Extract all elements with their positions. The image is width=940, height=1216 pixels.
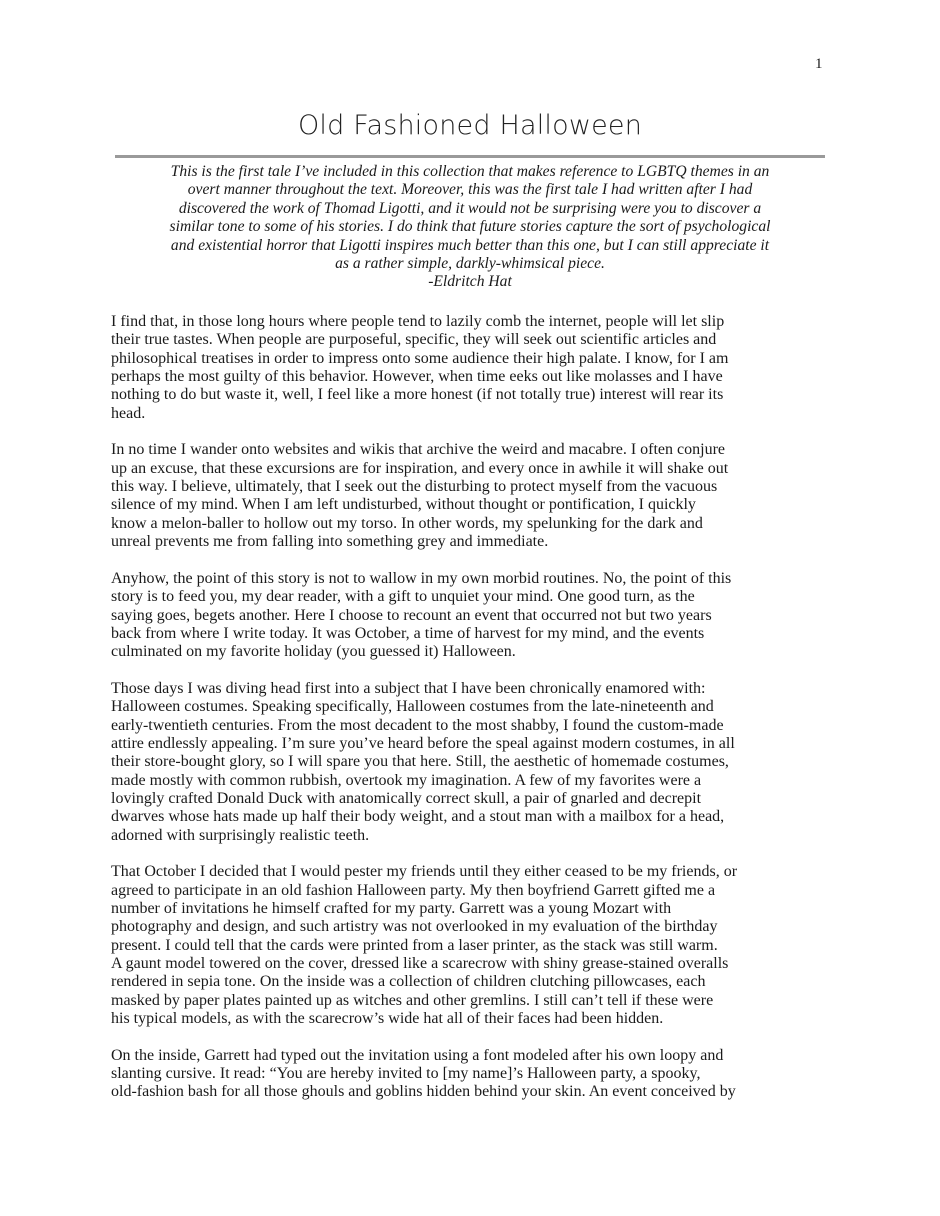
paragraph-line: back from where I write today. It was October, a time of harvest for my mind, and the events bbox=[111, 624, 705, 642]
paragraph bbox=[111, 313, 851, 423]
paragraph-line: his typical models, as with the scarecrow’s wide hat all of their faces had been hidden. bbox=[111, 1010, 664, 1028]
paragraph-line: agreed to participate in an old fashion Halloween party. My then boyfriend Garrett gifted me a bbox=[111, 881, 716, 899]
paragraph-line: In no time I wander onto websites and wikis that archive the weird and macabre. I often conjure bbox=[111, 441, 726, 459]
paragraph bbox=[111, 1047, 851, 1102]
paragraph-line: silence of my mind. When I am left undisturbed, without thought or pontification, I quickly bbox=[111, 496, 696, 514]
paragraph-line: made mostly with common rubbish, overtook my imagination. A few of my favorites were a bbox=[111, 771, 702, 789]
paragraph-line: perhaps the most guilty of this behavior. However, when time eeks out like molasses and I have bbox=[111, 368, 723, 386]
document-title: Old Fashioned Halloween bbox=[297, 110, 643, 141]
paragraph-line: their true tastes. When people are purposeful, specific, they will seek out scientific articles and bbox=[111, 331, 717, 349]
preface-line: and existential horror that Ligotti inspires much better than this one, but I can still appreciate it bbox=[170, 236, 770, 254]
paragraph bbox=[111, 570, 851, 662]
paragraph-line: up an excuse, that these excursions are for inspiration, and every once in awhile it will shake out bbox=[111, 459, 729, 477]
preface-line: overt manner throughout the text. Moreover, this was the first tale I had written after I had bbox=[187, 181, 753, 199]
paragraph-line: story is to feed you, my dear reader, with a gift to unquiet your mind. One good turn, as the bbox=[111, 588, 695, 606]
paragraph-line: old-fashion bash for all those ghouls and goblins hidden behind your skin. An event conceived by bbox=[111, 1083, 736, 1101]
paragraph-line: That October I decided that I would pester my friends until they either ceased to be my friends, or bbox=[111, 863, 738, 881]
story-body bbox=[111, 313, 851, 1120]
preface-line: similar tone to some of his stories. I do think that future stories capture the sort of psychological bbox=[169, 218, 771, 236]
paragraph-line: unreal prevents me from falling into something grey and immediate. bbox=[111, 533, 549, 551]
paragraph-line: slanting cursive. It read: “You are hereby invited to [my name]’s Halloween party, a spooky, bbox=[111, 1065, 701, 1083]
paragraph-line: lovingly crafted Donald Duck with anatomically correct skull, a pair of gnarled and decrepit bbox=[111, 789, 702, 807]
paragraph-line: know a melon-baller to hollow out my torso. In other words, my spelunking for the dark and bbox=[111, 514, 703, 532]
paragraph-line: adorned with surprisingly realistic teeth. bbox=[111, 826, 370, 844]
paragraph-line: number of invitations he himself crafted for my party. Garrett was a young Mozart with bbox=[111, 900, 672, 917]
paragraph-line: saying goes, begets another. Here I choose to recount an event that occurred not but two years bbox=[111, 606, 712, 624]
paragraph-line: early-twentieth centuries. From the most decadent to the most shabby, I found the custom-made bbox=[111, 716, 724, 734]
paragraph-line: rendered in sepia tone. On the inside was a collection of children clutching pillowcases, each bbox=[111, 973, 706, 991]
paragraph-line: their store-bought glory, so I will spare you that here. Still, the aesthetic of homemade costumes, bbox=[111, 753, 729, 771]
preface-signature: -Eldritch Hat bbox=[428, 273, 512, 291]
paragraph-line: culminated on my favorite holiday (you guessed it) Halloween. bbox=[111, 643, 516, 661]
preface-line: as a rather simple, darkly-whimsical piece. bbox=[335, 255, 605, 273]
preface-line: discovered the work of Thomad Ligotti, and it would not be surprising were you to discover a bbox=[178, 199, 762, 217]
title-divider bbox=[115, 155, 825, 158]
preface-line: This is the first tale I’ve included in this collection that makes reference to LGBTQ themes in an bbox=[170, 163, 770, 180]
paragraph bbox=[111, 863, 851, 1028]
paragraph-line: Halloween costumes. Speaking specifically, Halloween costumes from the late-nineteenth and bbox=[111, 698, 714, 716]
paragraph-line: photography and design, and such artistry was not overlooked in my evaluation of the birthday bbox=[111, 918, 718, 936]
page-number: 1 bbox=[815, 56, 823, 72]
paragraph-line: head. bbox=[111, 404, 146, 422]
paragraph bbox=[111, 441, 851, 551]
paragraph-line: Those days I was diving head first into a subject that I have been chronically enamored with: bbox=[111, 679, 706, 697]
paragraph-line: A gaunt model towered on the cover, dressed like a scarecrow with shiny grease-stained overalls bbox=[111, 955, 729, 973]
paragraph-line: dwarves whose hats made up half their body weight, and a stout man with a mailbox for a head, bbox=[111, 808, 725, 826]
paragraph-line: I find that, in those long hours where people tend to lazily comb the internet, people will let slip bbox=[111, 313, 725, 330]
paragraph-line: present. I could tell that the cards were printed from a laser printer, as the stack was still warm. bbox=[111, 936, 718, 954]
paragraph-line: philosophical treatises in order to impress onto some audience their high palate. I know, for I am bbox=[111, 349, 729, 367]
paragraph-line: nothing to do but waste it, well, I feel like a more honest (if not totally true) interest will rear its bbox=[111, 386, 724, 404]
preface bbox=[100, 163, 840, 292]
paragraph bbox=[111, 680, 851, 845]
paragraph-line: attire endlessly appealing. I’m sure you’ve heard before the speal against modern costumes, in all bbox=[111, 734, 735, 752]
paragraph-line: this way. I believe, ultimately, that I seek out the disturbing to protect myself from the vacuous bbox=[111, 478, 718, 496]
paragraph-line: masked by paper plates painted up as witches and other gremlins. I still can’t tell if these were bbox=[111, 991, 714, 1009]
paragraph-line: On the inside, Garrett had typed out the invitation using a font modeled after his own loopy and bbox=[111, 1046, 724, 1064]
paragraph-line: Anyhow, the point of this story is not to wallow in my own morbid routines. No, the point of this bbox=[111, 569, 732, 587]
